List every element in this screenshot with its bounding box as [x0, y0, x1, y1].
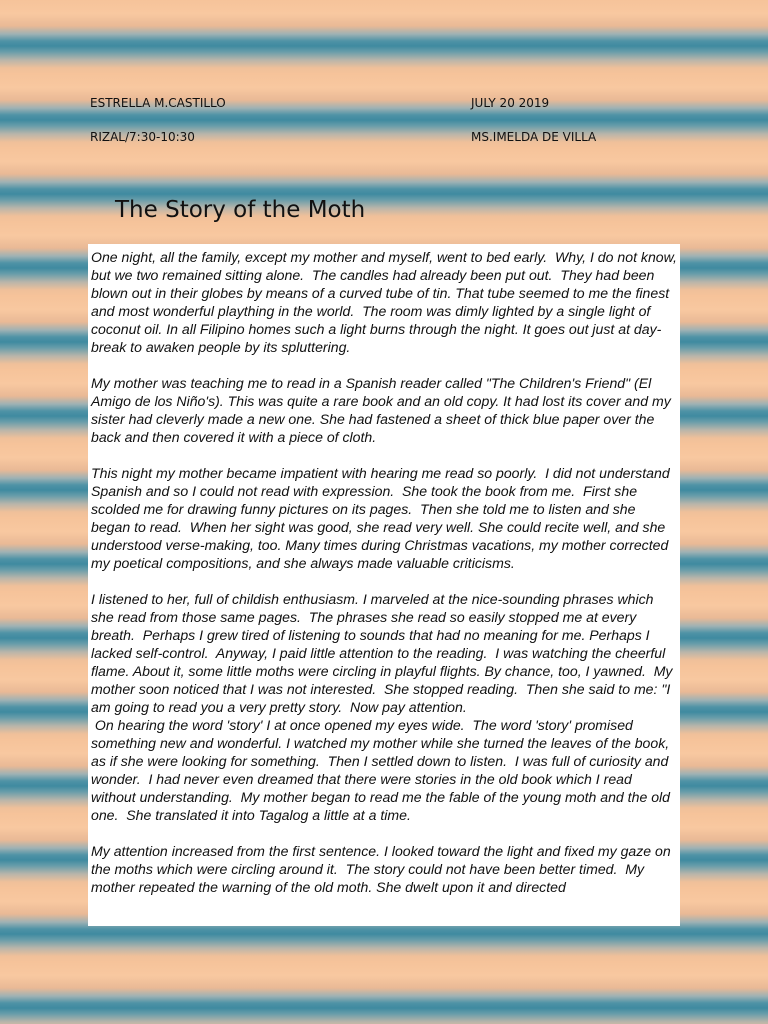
header-row-2	[90, 130, 708, 144]
teacher-name: MS.IMELDA DE VILLA	[471, 130, 597, 144]
paragraph-6: My attention increased from the first sentence. I looked toward the light and fixed my gaze on the moths which were circling around it. The story could not have been better timed. My mother repeated the warning of the old moth. She dwelt upon it and directed	[91, 843, 675, 895]
class-section: RIZAL/7:30-10:30	[90, 130, 195, 144]
paragraph-4: I listened to her, full of childish enthusiasm. I marveled at the nice-sounding phrases which she read from those same pages. The phrases she read so easily stopped me at every breath. Perhaps I grew tired of listening to sounds that had no meaning for me. Perhaps I lacked self-control. Anyway, I paid little attention to the reading. I was watching the cheerful flame. About it, some little moths were circling in playful flights. By chance, too, I yawned. My mother soon noticed that I was not interested. She stopped reading. Then she said to me: "I am going to read you a very pretty story. Now pay attention.	[91, 591, 677, 715]
paragraph-3: This night my mother became impatient with hearing me read so poorly. I did not understand Spanish and so I could not read with expression. She took the book from me. First she scolded me for drawing funny pictures on its pages. Then she told me to listen and she began to read. When her sight was good, she read very well. She could recite well, and she understood verse-making, too. Many times during Christmas vacations, my mother corrected my poetical compositions, and she always made valuable criticisms.	[91, 465, 674, 571]
document-date: JULY 20 2019	[471, 96, 550, 110]
paragraph-1: One night, all the family, except my mother and myself, went to bed early. Why, I do not know, but we two remained sitting alone. The candles had already been put out. They had been blown out in their globes by means of a curved tube of tin. That tube seemed to me the finest and most wonderful plaything in the world. The room was dimly lighted by a single light of coconut oil. In all Filipino homes such a light burns through the night. It goes out just at day-break to awaken people by its spluttering.	[91, 249, 681, 355]
story-text-box	[88, 244, 680, 926]
paragraph-5: On hearing the word 'story' I at once opened my eyes wide. The word 'story' promised something new and wonderful. I watched my mother while she turned the leaves of the book, as if she were looking for something. Then I settled down to listen. I was full of curiosity and wonder. I had never even dreamed that there were stories in the old book which I read without understanding. My mother began to read me the fable of the young moth and the old one. She translated it into Tagalog a little at a time.	[91, 717, 674, 823]
paragraph-2: My mother was teaching me to read in a Spanish reader called "The Children's Friend" (El Amigo de los Niño's). This was quite a rare book and an old copy. It had lost its cover and my sister had cleverly made a new one. She had fastened a sheet of thick blue paper over the back and then covered it with a piece of cloth.	[91, 375, 675, 445]
page-title: The Story of the Moth	[115, 197, 366, 223]
header-row-1	[90, 96, 708, 110]
student-name: ESTRELLA M.CASTILLO	[90, 96, 226, 110]
